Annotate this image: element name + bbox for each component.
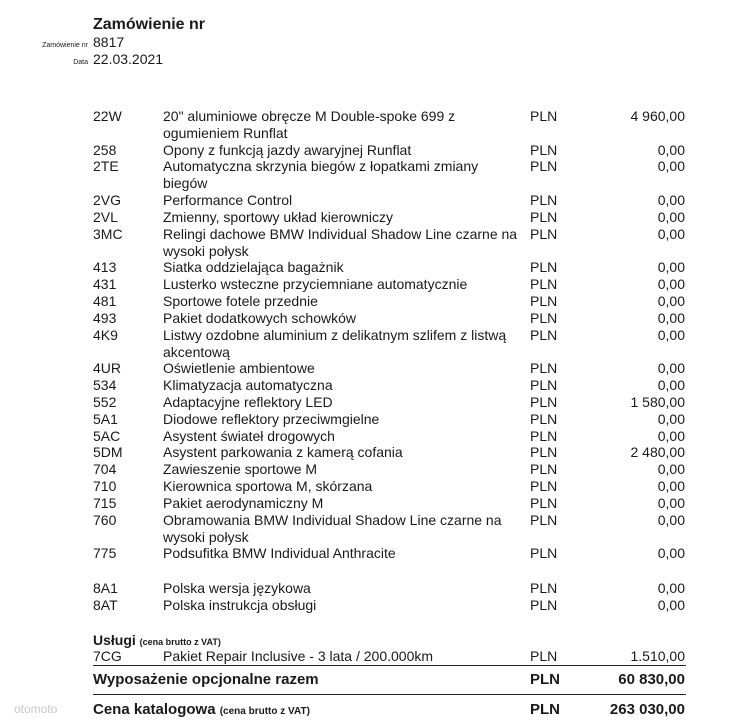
- item-currency: PLN: [530, 394, 558, 410]
- item-amount: 0,00: [657, 293, 685, 309]
- item-description: Lusterko wsteczne przyciemniane automatycznie: [163, 276, 468, 292]
- services-heading: [93, 632, 221, 648]
- item-currency: PLN: [530, 377, 558, 393]
- item-code: 8AT: [93, 597, 118, 613]
- item-description: Relingi dachowe BMW Individual Shadow Line czarne na wysoki połysk: [163, 226, 518, 259]
- item-amount: 0,00: [657, 226, 685, 242]
- item-code: 493: [93, 310, 117, 326]
- service-currency: PLN: [530, 648, 558, 664]
- item-currency: PLN: [530, 461, 558, 477]
- item-amount: 0,00: [657, 428, 685, 444]
- item-amount: 0,00: [657, 411, 685, 427]
- item-description: Asystent parkowania z kamerą cofania: [163, 444, 403, 460]
- item-currency: PLN: [530, 495, 558, 511]
- date-label: Data: [73, 59, 88, 66]
- item-description: 20" aluminiowe obręcze M Double-spoke 699 z ogumieniem Runflat: [163, 108, 456, 141]
- order-number: 8817: [93, 34, 125, 50]
- item-amount: 1 580,00: [630, 394, 685, 410]
- item-description: Zawieszenie sportowe M: [163, 461, 318, 477]
- item-code: 3MC: [93, 226, 123, 242]
- item-description: Obramowania BMW Individual Shadow Line czarne na wysoki połysk: [163, 512, 502, 545]
- item-code: 775: [93, 545, 117, 561]
- watermark: otomoto: [14, 702, 58, 716]
- item-code: 258: [93, 142, 117, 158]
- catalog-price-currency: PLN: [530, 701, 560, 718]
- item-currency: PLN: [530, 597, 558, 613]
- services-note: (cena brutto z VAT): [139, 637, 221, 647]
- item-code: 704: [93, 461, 117, 477]
- item-amount: 0,00: [657, 276, 685, 292]
- divider: [93, 694, 686, 695]
- item-amount: 0,00: [657, 327, 685, 343]
- item-currency: PLN: [530, 276, 558, 292]
- catalog-price-amount: 263 030,00: [609, 701, 685, 718]
- item-code: 8A1: [93, 580, 118, 596]
- item-amount: 0,00: [657, 209, 685, 225]
- item-code: 5AC: [93, 428, 121, 444]
- item-code: 534: [93, 377, 117, 393]
- item-amount: 0,00: [657, 597, 685, 613]
- item-amount: 2 480,00: [630, 444, 685, 460]
- order-date: 22.03.2021: [93, 51, 164, 67]
- item-currency: PLN: [530, 512, 558, 528]
- item-code: 710: [93, 478, 117, 494]
- item-description: Opony z funkcją jazdy awaryjnej Runflat: [163, 142, 412, 158]
- item-amount: 0,00: [657, 478, 685, 494]
- item-amount: 0,00: [657, 192, 685, 208]
- item-currency: PLN: [530, 259, 558, 275]
- item-code: 431: [93, 276, 117, 292]
- item-currency: PLN: [530, 545, 558, 561]
- service-amount: 1.510,00: [630, 648, 685, 664]
- item-code: 5DM: [93, 444, 123, 460]
- item-description: Adaptacyjne reflektory LED: [163, 394, 333, 410]
- item-currency: PLN: [530, 192, 558, 208]
- item-description: Podsufitka BMW Individual Anthracite: [163, 545, 396, 561]
- item-amount: 0,00: [657, 512, 685, 528]
- item-amount: 0,00: [657, 259, 685, 275]
- item-description: Listwy ozdobne aluminium z delikatnym szlifem z listwą akcentową: [163, 327, 507, 360]
- item-currency: PLN: [530, 310, 558, 326]
- options-total-label: Wyposażenie opcjonalne razem: [93, 671, 319, 688]
- item-currency: PLN: [530, 142, 558, 158]
- item-description: Diodowe reflektory przeciwmgielne: [163, 411, 380, 427]
- item-description: Polska wersja językowa: [163, 580, 311, 596]
- item-currency: PLN: [530, 327, 558, 343]
- item-description: Automatyczna skrzynia biegów z łopatkami zmiany biegów: [163, 158, 479, 191]
- item-code: 413: [93, 259, 117, 275]
- item-code: 552: [93, 394, 117, 410]
- order-title: Zamówienie nr: [93, 16, 206, 33]
- item-currency: PLN: [530, 209, 558, 225]
- item-code: 2VG: [93, 192, 122, 208]
- item-description: Zmienny, sportowy układ kierowniczy: [163, 209, 394, 225]
- item-currency: PLN: [530, 411, 558, 427]
- item-currency: PLN: [530, 360, 558, 376]
- item-code: 2TE: [93, 158, 119, 174]
- options-total-amount: 60 830,00: [618, 671, 685, 688]
- catalog-price-note: (cena brutto z VAT): [219, 706, 310, 717]
- item-description: Pakiet aerodynamiczny M: [163, 495, 324, 511]
- item-code: 22W: [93, 108, 122, 124]
- item-code: 715: [93, 495, 117, 511]
- service-desc: Pakiet Repair Inclusive - 3 lata / 200.000km: [163, 648, 434, 664]
- item-currency: PLN: [530, 108, 558, 124]
- services-title: Usługi: [93, 632, 136, 648]
- item-currency: PLN: [530, 226, 558, 242]
- catalog-price-label: Cena katalogowa: [93, 701, 216, 718]
- item-amount: 0,00: [657, 310, 685, 326]
- item-description: Sportowe fotele przednie: [163, 293, 318, 309]
- item-amount: 0,00: [657, 377, 685, 393]
- item-description: Pakiet dodatkowych schowków: [163, 310, 356, 326]
- item-description: Polska instrukcja obsługi: [163, 597, 317, 613]
- item-amount: 0,00: [657, 545, 685, 561]
- options-total-currency: PLN: [530, 671, 560, 688]
- item-description: Klimatyzacja automatyczna: [163, 377, 333, 393]
- item-description: Performance Control: [163, 192, 293, 208]
- item-amount: 0,00: [657, 142, 685, 158]
- item-code: 5A1: [93, 411, 118, 427]
- item-amount: 4 960,00: [630, 108, 685, 124]
- item-code: 2VL: [93, 209, 118, 225]
- item-code: 4UR: [93, 360, 122, 376]
- item-description: Kierownica sportowa M, skórzana: [163, 478, 373, 494]
- item-currency: PLN: [530, 428, 558, 444]
- item-currency: PLN: [530, 293, 558, 309]
- item-currency: PLN: [530, 580, 558, 596]
- item-amount: 0,00: [657, 158, 685, 174]
- item-currency: PLN: [530, 444, 558, 460]
- catalog-price-heading: [93, 701, 310, 718]
- item-code: 4K9: [93, 327, 118, 343]
- service-code: 7CG: [93, 648, 122, 664]
- item-description: Asystent świateł drogowych: [163, 428, 335, 444]
- item-description: Oświetlenie ambientowe: [163, 360, 315, 376]
- item-code: 760: [93, 512, 117, 528]
- item-amount: 0,00: [657, 580, 685, 596]
- item-amount: 0,00: [657, 360, 685, 376]
- item-currency: PLN: [530, 158, 558, 174]
- item-code: 481: [93, 293, 117, 309]
- item-amount: 0,00: [657, 495, 685, 511]
- item-amount: 0,00: [657, 461, 685, 477]
- divider: [93, 665, 686, 666]
- item-description: Siatka oddzielająca bagażnik: [163, 259, 344, 275]
- item-currency: PLN: [530, 478, 558, 494]
- order-number-label: Zamówienie nr: [42, 42, 88, 49]
